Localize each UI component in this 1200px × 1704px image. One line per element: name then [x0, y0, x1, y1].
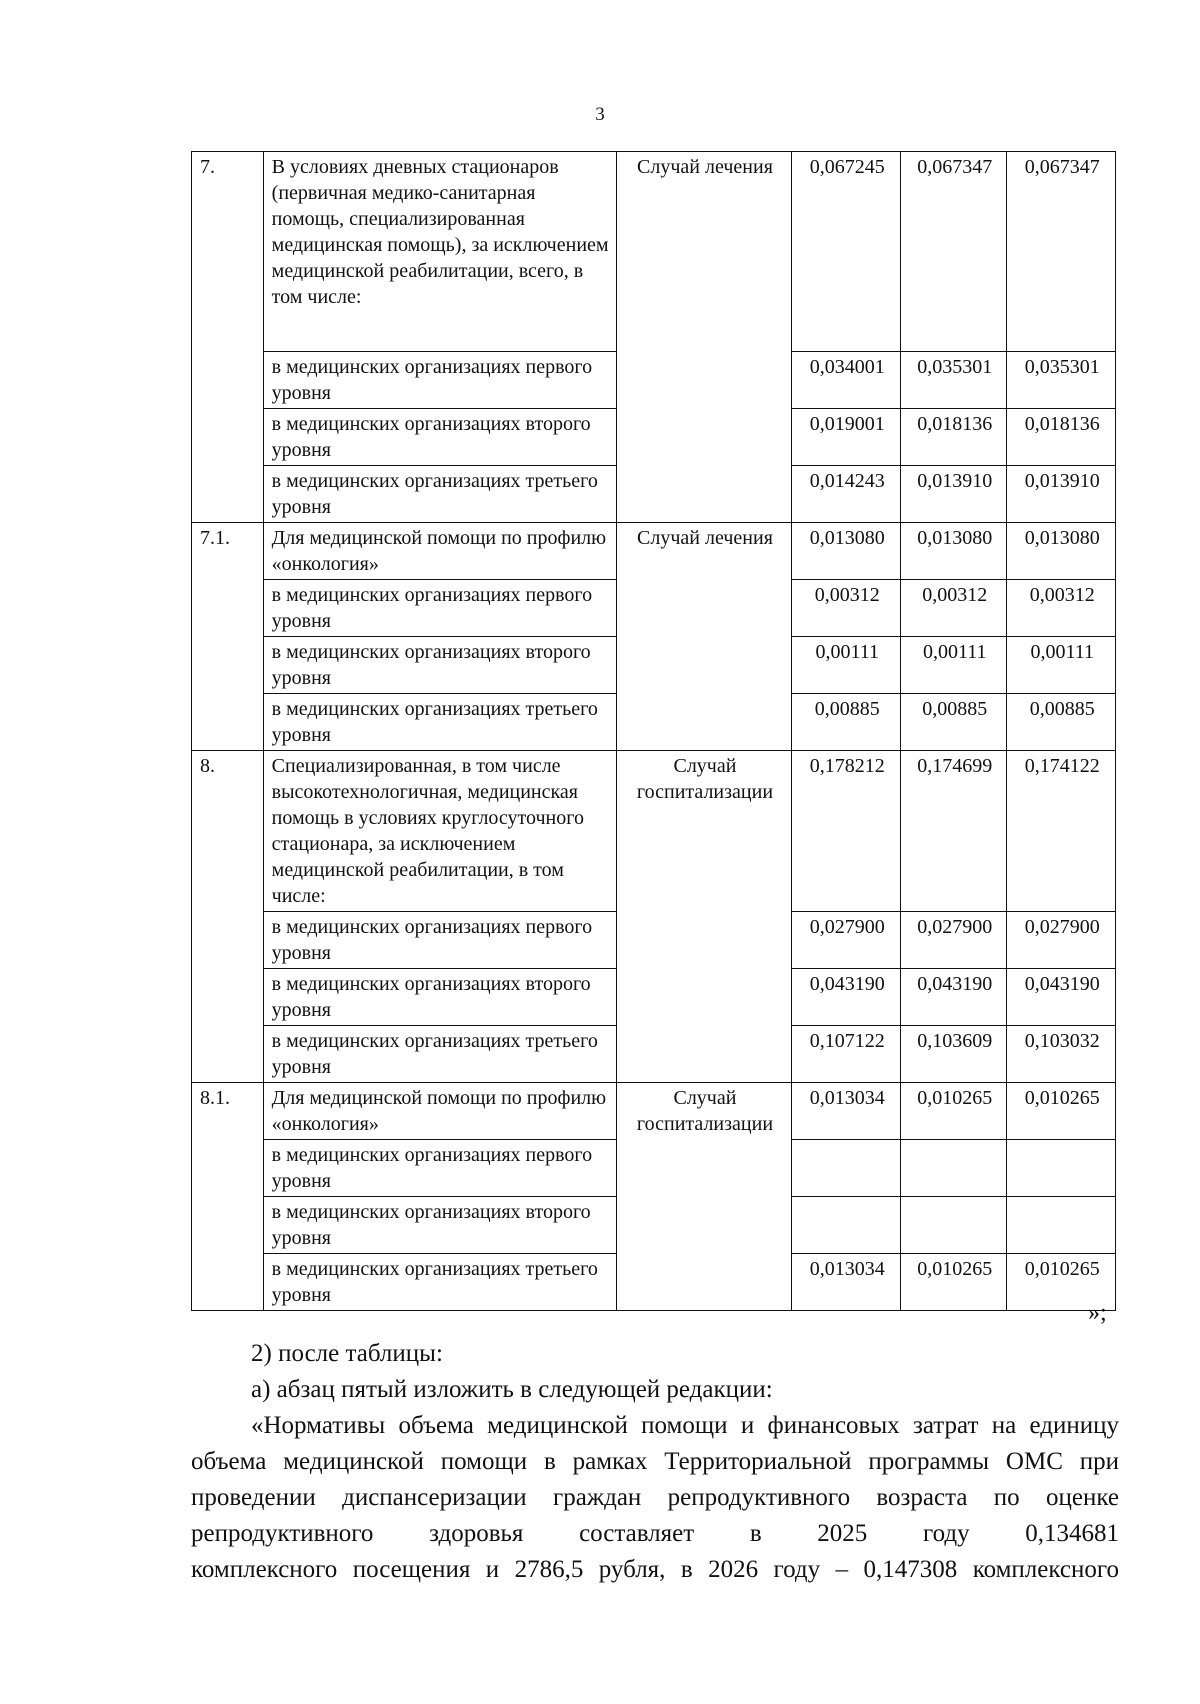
page-number: 3: [595, 104, 605, 125]
row-label: в медицинских организациях третьего уровня: [263, 1026, 616, 1083]
row-number: 8.: [192, 751, 264, 1083]
value-2026: [1007, 1140, 1116, 1197]
row-label: в медицинских организациях первого уровня: [263, 352, 616, 409]
value-2026: 0,035301: [1007, 352, 1116, 409]
row-label: в медицинских организациях первого уровня: [263, 1140, 616, 1197]
row-label: в медицинских организациях первого уровня: [263, 580, 616, 637]
value-2026: 0,00312: [1007, 580, 1116, 637]
value-2026: 0,027900: [1007, 912, 1116, 969]
value-2024: 0,00312: [792, 580, 901, 637]
norms-table: [191, 151, 1116, 1311]
table-row: [192, 1083, 1116, 1140]
row-unit: Случай лечения: [616, 523, 792, 751]
value-2025: 0,043190: [901, 969, 1007, 1026]
value-2024: 0,027900: [792, 912, 901, 969]
row-label: в медицинских организациях третьего уровня: [263, 466, 616, 523]
row-label: Для медицинской помощи по профилю «онкология»: [263, 1083, 616, 1140]
value-2025: 0,027900: [901, 912, 1007, 969]
value-2026: 0,067347: [1007, 152, 1116, 352]
value-2025: 0,035301: [901, 352, 1007, 409]
table-row: [192, 751, 1116, 912]
value-2024: 0,019001: [792, 409, 901, 466]
table-row: [192, 152, 1116, 352]
value-2025: 0,00111: [901, 637, 1007, 694]
row-label: в медицинских организациях второго уровня: [263, 1197, 616, 1254]
row-unit: Случай госпитализации: [616, 751, 792, 1083]
row-label: в медицинских организациях третьего уровня: [263, 1254, 616, 1311]
value-2024: [792, 1140, 901, 1197]
value-2025: 0,00885: [901, 694, 1007, 751]
value-2024: 0,107122: [792, 1026, 901, 1083]
norms-paragraph: «Нормативы объема медицинской помощи и финансовых затрат на единицу объема медицинской помощи в рамках Территориальной программы ОМС при проведении диспансеризации граждан репродуктивного возраста по оценке репродуктивного здоровья составляет в 2025 году 0,134681: [191, 1412, 1119, 1547]
value-2025: 0,103609: [901, 1026, 1007, 1083]
value-2026: 0,043190: [1007, 969, 1116, 1026]
row-number: 8.1.: [192, 1083, 264, 1311]
value-2025: 0,013080: [901, 523, 1007, 580]
row-label: в медицинских организациях второго уровня: [263, 969, 616, 1026]
row-label: Для медицинской помощи по профилю «онкология»: [263, 523, 616, 580]
table-row: [192, 523, 1116, 580]
value-2024: 0,067245: [792, 152, 901, 352]
value-2025: 0,010265: [901, 1083, 1007, 1140]
row-unit: Случай госпитализации: [616, 1083, 792, 1311]
value-2025: 0,174699: [901, 751, 1007, 912]
row-number: 7.1.: [192, 523, 264, 751]
item-2-heading: 2) после таблицы:: [251, 1340, 443, 1367]
row-unit: Случай лечения: [616, 152, 792, 523]
value-2025: 0,00312: [901, 580, 1007, 637]
row-label: Специализированная, в том числе высокотехнологичная, медицинская помощь в условиях круглосуточного стационара, за исключением медицинской реабилитации, в том числе:: [263, 751, 616, 912]
value-2024: 0,178212: [792, 751, 901, 912]
value-2025: [901, 1140, 1007, 1197]
value-2026: 0,010265: [1007, 1254, 1116, 1311]
value-2024: 0,043190: [792, 969, 901, 1026]
value-2026: 0,103032: [1007, 1026, 1116, 1083]
value-2026: 0,174122: [1007, 751, 1116, 912]
value-2026: 0,013080: [1007, 523, 1116, 580]
row-label: в медицинских организациях второго уровня: [263, 409, 616, 466]
value-2024: 0,013034: [792, 1254, 901, 1311]
item-a-heading: а) абзац пятый изложить в следующей редакции:: [251, 1376, 773, 1403]
closing-quote: »;: [1088, 1300, 1107, 1326]
value-2025: 0,067347: [901, 152, 1007, 352]
value-2025: 0,018136: [901, 409, 1007, 466]
value-2024: 0,014243: [792, 466, 901, 523]
norms-paragraph-continuation: комплексного посещения и 2786,5 рубля, в 2026 году – 0,147308 комплексного: [191, 1556, 1119, 1583]
row-number: 7.: [192, 152, 264, 523]
value-2024: 0,013080: [792, 523, 901, 580]
value-2024: 0,034001: [792, 352, 901, 409]
row-label: в медицинских организациях второго уровня: [263, 637, 616, 694]
row-label: в медицинских организациях третьего уровня: [263, 694, 616, 751]
value-2026: [1007, 1197, 1116, 1254]
value-2024: 0,00885: [792, 694, 901, 751]
value-2025: 0,010265: [901, 1254, 1007, 1311]
value-2024: [792, 1197, 901, 1254]
row-label: В условиях дневных стационаров (первичная медико-санитарная помощь, специализированная медицинская помощь), за исключением медицинской реабилитации, всего, в том числе:: [263, 152, 616, 352]
value-2026: 0,010265: [1007, 1083, 1116, 1140]
row-label: в медицинских организациях первого уровня: [263, 912, 616, 969]
value-2024: 0,013034: [792, 1083, 901, 1140]
value-2026: 0,018136: [1007, 409, 1116, 466]
value-2026: 0,00111: [1007, 637, 1116, 694]
value-2026: 0,013910: [1007, 466, 1116, 523]
value-2025: 0,013910: [901, 466, 1007, 523]
value-2025: [901, 1197, 1007, 1254]
amendment-text: [191, 1336, 1119, 1588]
value-2024: 0,00111: [792, 637, 901, 694]
value-2026: 0,00885: [1007, 694, 1116, 751]
